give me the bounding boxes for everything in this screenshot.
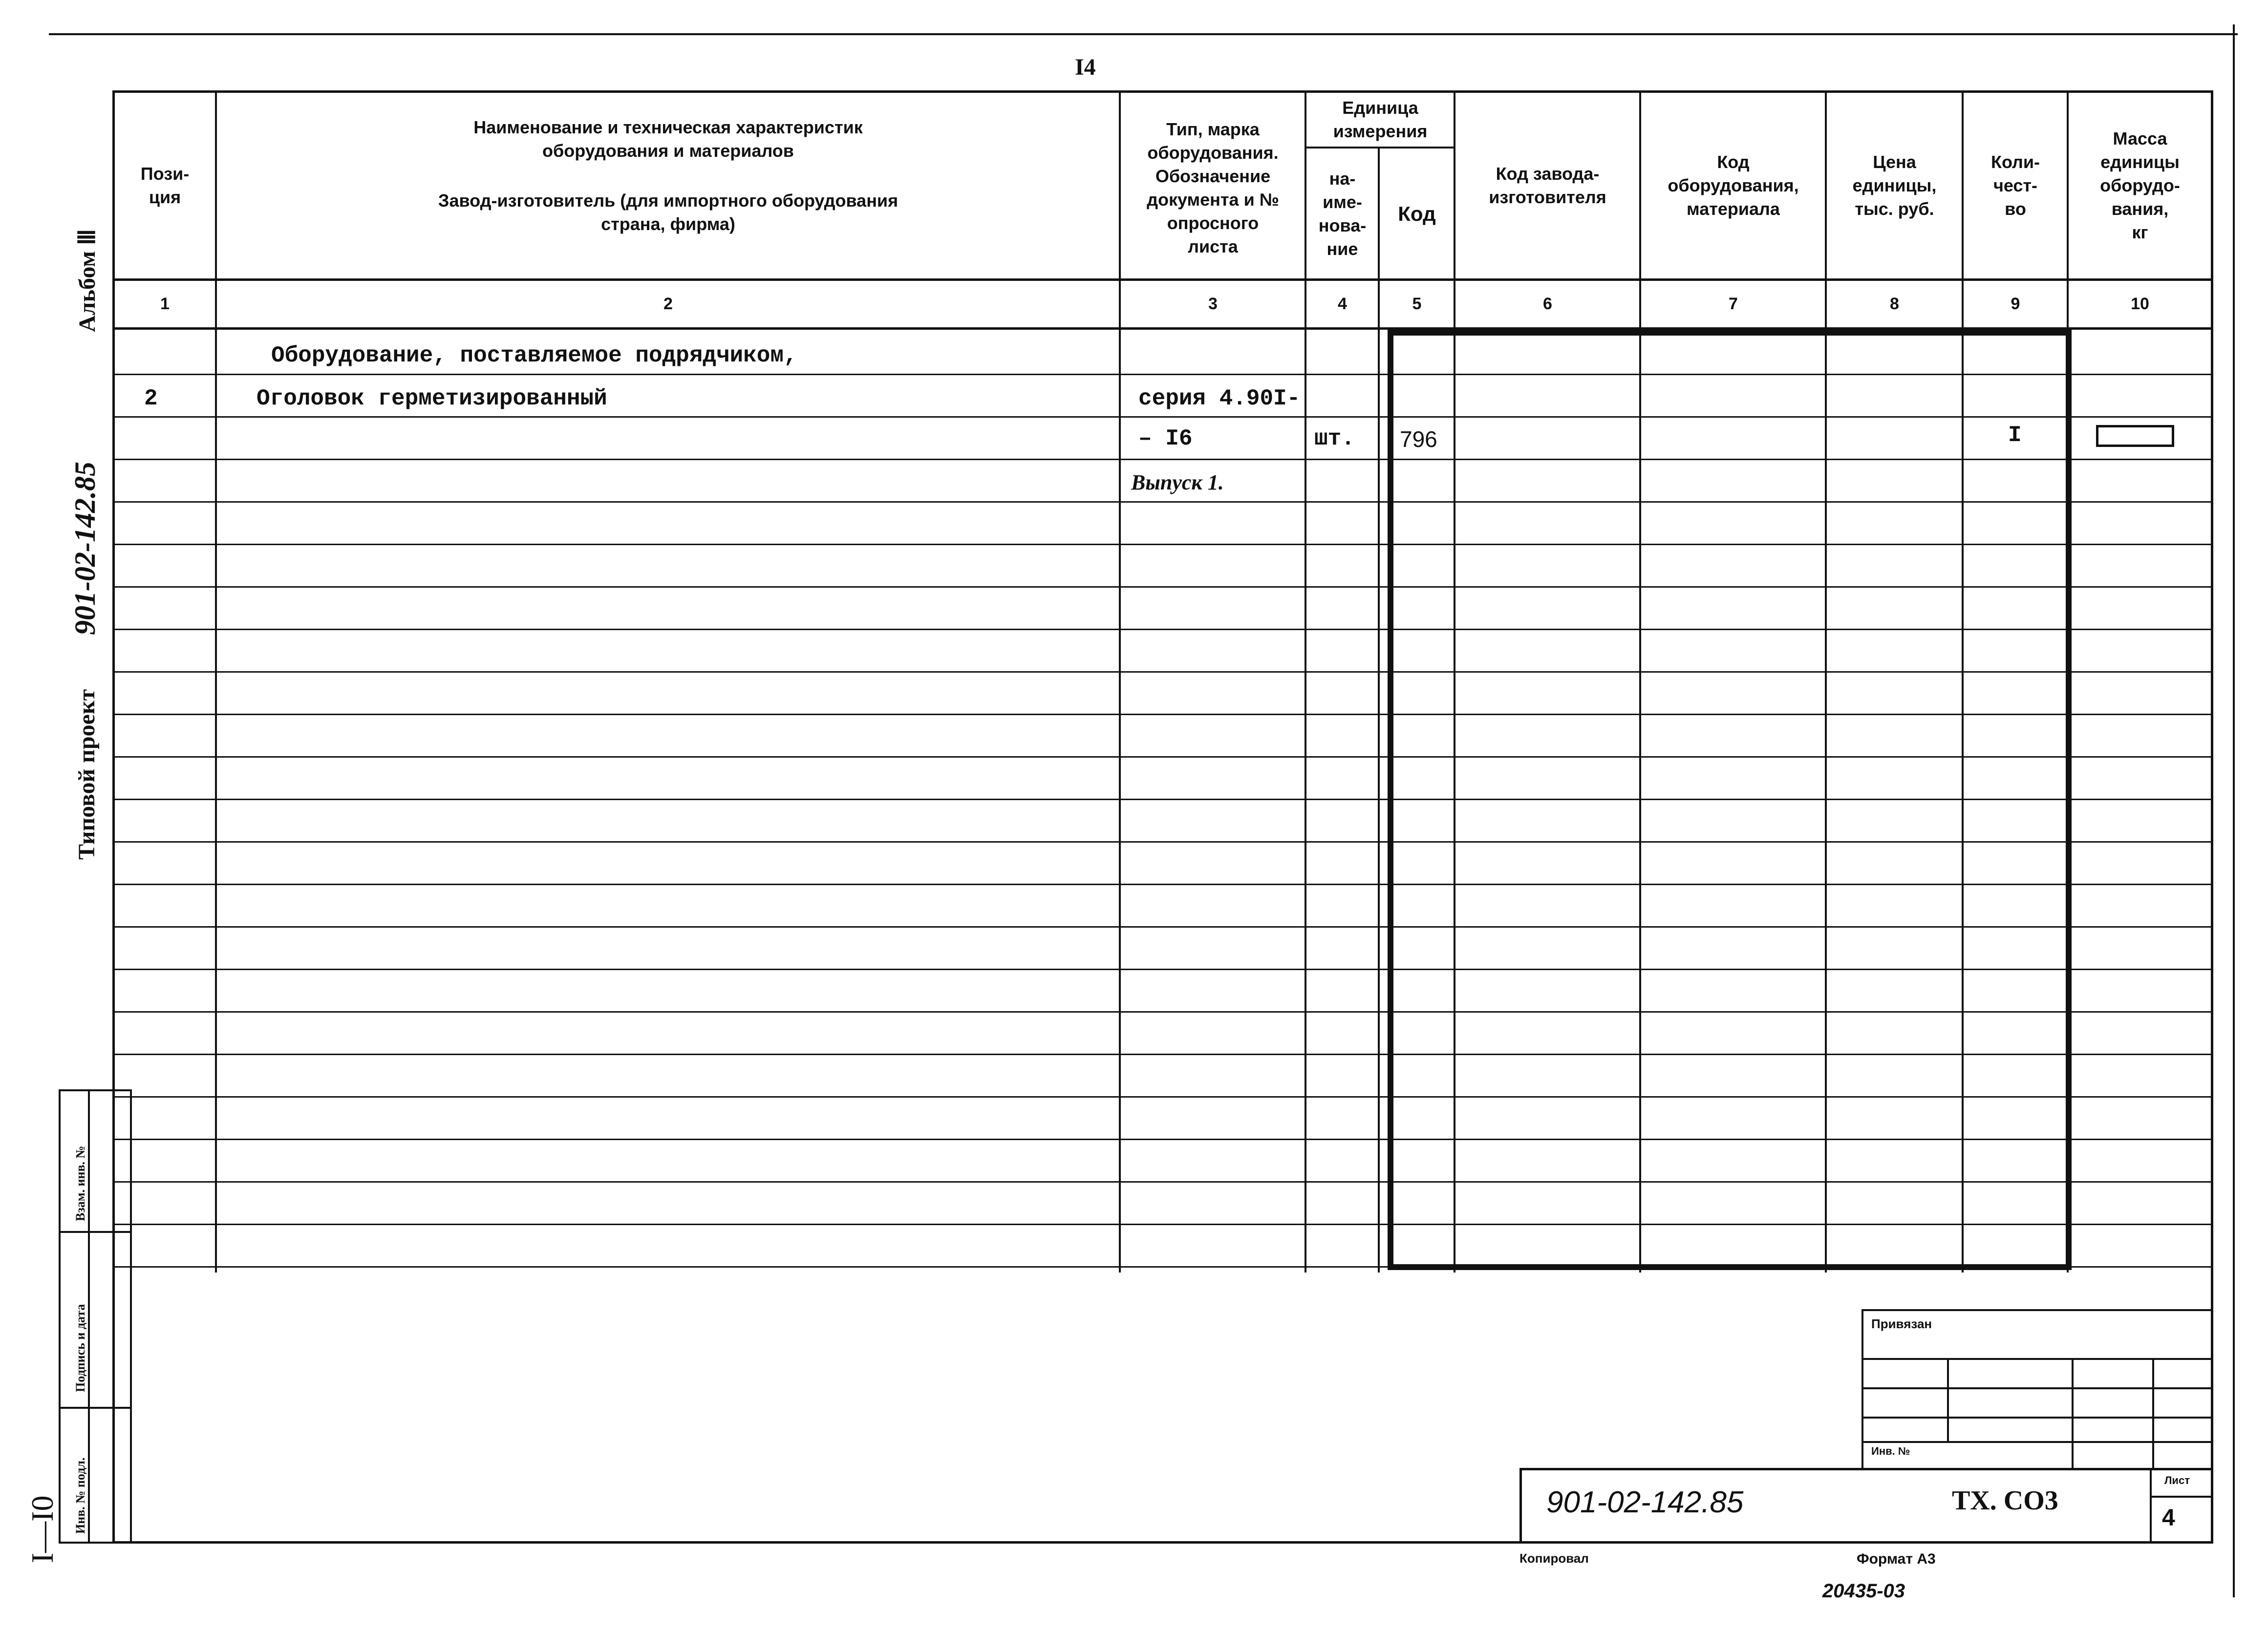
stamp-label-inv: Инв. № подл. <box>73 1457 87 1534</box>
colnum-10: 10 <box>2131 295 2149 313</box>
row-separator <box>113 1011 2212 1013</box>
col-sep-3 <box>1305 90 1306 1272</box>
header-position: Пози- ция <box>140 164 190 207</box>
sheet-divider <box>2150 1468 2152 1544</box>
row-separator <box>113 926 2212 928</box>
colnum-1: 1 <box>160 295 170 313</box>
row-separator <box>113 586 2212 588</box>
header-price: Цена единицы, тыс. руб. <box>1852 152 1937 219</box>
colnum-4: 4 <box>1338 295 1347 313</box>
doc-code: 901-02-142.85 <box>1546 1485 1744 1519</box>
side-stamp-divider <box>88 1089 90 1544</box>
row-separator <box>113 1096 2212 1098</box>
header-quantity: Коли- чест- во <box>1990 152 2040 219</box>
row-separator <box>113 1139 2212 1140</box>
col-sep-1 <box>215 90 217 1272</box>
row-separator <box>113 1054 2212 1055</box>
row-separator <box>113 714 2212 715</box>
row-separator <box>113 1224 2212 1225</box>
privyazan-label: Привязан <box>1871 1316 1932 1331</box>
row-separator <box>113 1181 2212 1183</box>
page-number: I4 <box>1075 54 1096 80</box>
privyazan-hline <box>1861 1387 2213 1389</box>
inventory-code: I—I0 <box>25 1495 60 1563</box>
row-separator <box>113 841 2212 843</box>
row-separator <box>113 799 2212 800</box>
colnum-5: 5 <box>1412 295 1422 313</box>
colnum-3: 3 <box>1208 295 1218 313</box>
row-separator <box>113 756 2212 758</box>
stamp-label-vzam: Взам. инв. № <box>73 1145 87 1221</box>
header-equipment-code: Код оборудования, материала <box>1668 152 1799 219</box>
col-sep-4 <box>1378 147 1380 1272</box>
sheet-hline <box>2150 1496 2213 1498</box>
row-separator <box>113 459 2212 460</box>
privyazan-hline <box>1861 1358 2213 1360</box>
header-unit-name: на- име- нова- ние <box>1318 168 1367 259</box>
privyazan-hline <box>1861 1417 2213 1419</box>
col-sep-2 <box>1119 90 1121 1272</box>
row3-type: – I6 <box>1138 426 1193 451</box>
album-label: Альбом Ⅲ <box>74 229 100 332</box>
header-mass: Масса единицы оборудо- вания, кг <box>2100 128 2180 242</box>
header-factory-code: Код завода- изготовителя <box>1489 164 1606 207</box>
privyazan-vline <box>1947 1358 1949 1441</box>
sheet-number: 4 <box>2162 1505 2175 1531</box>
row-separator <box>113 671 2212 673</box>
header-type: Тип, марка оборудования. Обозначение документа и № опросного листа <box>1147 119 1279 256</box>
row-separator <box>113 544 2212 545</box>
project-code-side: 901-02-142.85 <box>69 462 101 635</box>
privyazan-vline <box>2152 1358 2154 1470</box>
header-manufacturer: Завод-изготовитель (для импортного оборудования страна, фирма) <box>438 191 899 234</box>
sheet-label: Лист <box>2164 1474 2190 1486</box>
row2-position: 2 <box>144 386 158 411</box>
order-number: 20435-03 <box>1822 1580 1905 1602</box>
row3-quantity: I <box>2008 423 2022 448</box>
top-border <box>49 33 2238 35</box>
format-label: Формат А3 <box>1857 1551 1936 1567</box>
row2-name: Оголовок герметизированный <box>257 386 607 411</box>
header-name: Наименование и техническая характеристик оборудования и материалов <box>473 117 863 161</box>
row4-type: Выпуск 1. <box>1131 470 1224 494</box>
privyazan-box <box>1861 1309 2213 1470</box>
header-unit-code: Код <box>1398 202 1436 225</box>
right-border <box>2233 24 2235 1597</box>
copied-label: Копировал <box>1519 1551 1589 1566</box>
colnum-9: 9 <box>2011 295 2020 313</box>
colnum-6: 6 <box>1543 295 1552 313</box>
stamp-label-podpis: Подпись и дата <box>73 1304 87 1392</box>
row-separator <box>113 969 2212 970</box>
project-label: Типовой проект <box>74 689 100 860</box>
unit-group-divider <box>1305 147 1454 148</box>
header-unit-group: Единица измерения <box>1333 98 1428 141</box>
row3-code: 796 <box>1400 426 1437 452</box>
row-separator <box>113 629 2212 630</box>
row-separator <box>113 884 2212 885</box>
mass-blank-box <box>2096 425 2174 447</box>
colnum-8: 8 <box>1890 295 1899 313</box>
row-separator <box>113 416 2212 418</box>
row3-unit: шт. <box>1314 426 1355 451</box>
colnum-7: 7 <box>1729 295 1738 313</box>
row-separator <box>113 374 2212 375</box>
inv-no-label: Инв. № <box>1871 1445 1910 1457</box>
privyazan-hline <box>1861 1441 2213 1443</box>
row1-name: Оборудование, поставляемое подрядчиком, <box>271 343 797 368</box>
row-separator <box>113 501 2212 503</box>
row-separator <box>113 1266 2212 1268</box>
row2-type: серия 4.90I- <box>1138 386 1301 411</box>
colnum-2: 2 <box>663 295 673 313</box>
privyazan-vline <box>2072 1358 2074 1470</box>
doc-mark: ТХ. СО3 <box>1952 1485 2058 1516</box>
